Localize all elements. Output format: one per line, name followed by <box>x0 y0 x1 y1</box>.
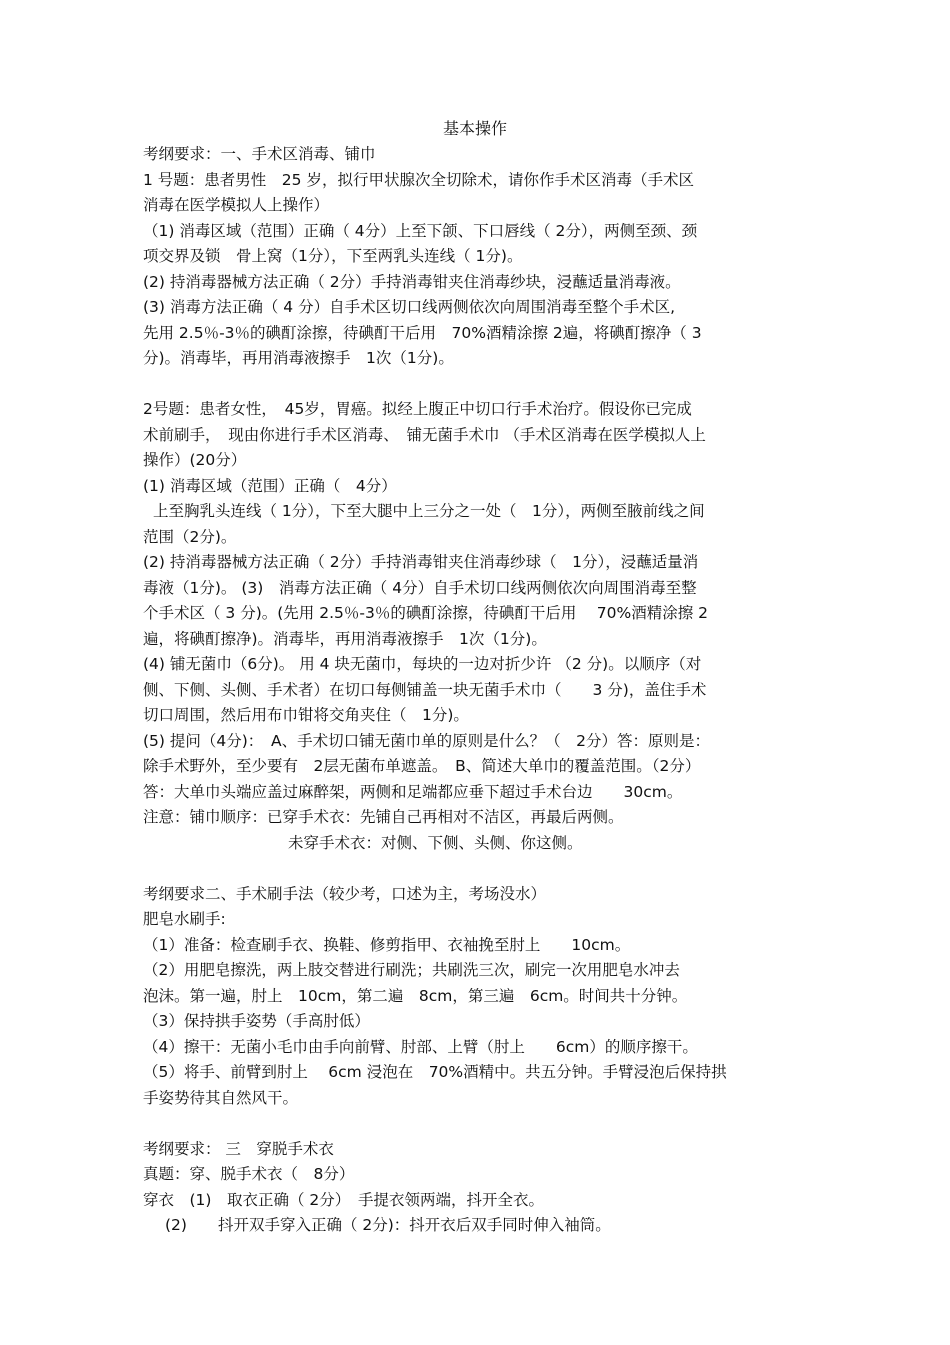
text-line: 穿衣 (1) 取衣正确（ 2分） 手提衣领两端，抖开全衣。 <box>143 1190 544 1209</box>
text-line: （2）用肥皂擦洗，两上肢交替进行刷洗；共刷洗三次，刷完一次用肥皂水冲去 <box>143 961 680 979</box>
text-line: 考纲要求二、手术刷手法（较少考，口述为主，考场没水） <box>143 884 547 903</box>
text-line: 考纲要求：一、手术区消毒、铺巾 <box>143 145 376 163</box>
text-line: 先用 2.5％-3％的碘酊涂擦，待碘酊干后用 70%酒精涂擦 2遍，将碘酊擦净（ 3 <box>143 323 702 342</box>
text-line: 毒液（1分)。 (3) 消毒方法正确（ 4分）自手术切口线两侧依次向周围消毒至整 <box>143 578 697 597</box>
text-line: 手姿势待其自然风干。 <box>143 1088 299 1107</box>
text-line: 考纲要求： 三 穿脱手术衣 <box>143 1139 334 1158</box>
blank-line <box>143 856 813 882</box>
text-line: （5）将手、前臂到肘上 6cm 浸泡在 70%酒精中。共五分钟。手臂浸泡后保持拱 <box>143 1063 727 1081</box>
text-line: 分)。消毒毕，再用消毒液擦手 1次（1分)。 <box>143 349 454 367</box>
text-line: 答：大单巾头端应盖过麻醉架，两侧和足端都应垂下超过手术台边 30cm。 <box>143 782 683 801</box>
text-line: (2) 抖开双手穿入正确（ 2分)：抖开衣后双手同时伸入袖筒。 <box>165 1216 611 1234</box>
text-line: 未穿手术衣：对侧、下侧、头侧、你这侧。 <box>288 833 583 852</box>
text-line: 1 号题：患者男性 25 岁，拟行甲状腺次全切除术，请你作手术区消毒（手术区 <box>143 170 694 189</box>
text-line: 除手术野外，至少要有 2层无菌布单遮盖。 B、简述大单巾的覆盖范围。（2分） <box>143 757 701 775</box>
text-line: （3）保持拱手姿势（手高肘低） <box>143 1012 370 1030</box>
blank-line <box>143 1111 813 1137</box>
text-line: 范围（2分)。 <box>143 527 237 546</box>
text-line: 肥皂水刷手: <box>143 910 226 928</box>
text-line: 术前刷手， 现由你进行手术区消毒、 铺无菌手术巾 （手术区消毒在医学模拟人上 <box>143 425 706 444</box>
text-line: 项交界及锁 骨上窝（1分），下至两乳头连线（ 1分)。 <box>143 247 523 265</box>
text-line: 泡沫。第一遍，肘上 10cm，第二遍 8cm，第三遍 6cm。时间共十分钟。 <box>143 986 688 1005</box>
text-line: 注意：铺巾顺序：已穿手术衣：先铺自己再相对不洁区，再最后两侧。 <box>143 808 624 826</box>
text-line: （1）准备：检查刷手衣、换鞋、修剪指甲、衣袖挽至肘上 10cm。 <box>143 935 631 954</box>
text-line: 遍，将碘酊擦净)。消毒毕，再用消毒液擦手 1次（1分)。 <box>143 629 547 648</box>
text-line: （1) 消毒区域（范围）正确（ 4分）上至下颌、下口唇线（ 2分），两侧至颈、颈 <box>143 221 698 240</box>
document-body <box>143 142 813 1239</box>
text-line: (3) 消毒方法正确（ 4 分）自手术区切口线两侧依次向周围消毒至整个手术区, <box>143 298 676 316</box>
text-line: (2) 持消毒器械方法正确（ 2分）手持消毒钳夹住消毒纱块，浸蘸适量消毒液。 <box>143 272 681 291</box>
text-line: 2号题：患者女性， 45岁，胃癌。拟经上腹正中切口行手术治疗。假设你已完成 <box>143 400 692 418</box>
text-line: (5) 提问（4分)： A、手术切口铺无菌巾单的原则是什么？（ 2分）答：原则是： <box>143 731 711 750</box>
text-line: (4) 铺无菌巾（6分)。 用 4 块无菌巾，每块的一边对折少许 （2 分)。以顺序（对 <box>143 655 702 673</box>
text-line: 消毒在医学模拟人上操作） <box>143 196 330 214</box>
page-title: 基本操作 <box>442 119 507 138</box>
text-line: 侧、下侧、头侧、手术者）在切口每侧铺盖一块无菌手术巾（ 3 分)，盖住手术 <box>143 680 707 699</box>
text-line: 切口周围，然后用布巾钳将交角夹住（ 1分)。 <box>143 706 469 724</box>
text-line: 真题：穿、脱手术衣（ 8分） <box>143 1165 355 1183</box>
text-line: (1) 消毒区域（范围）正确（ 4分） <box>143 476 397 495</box>
text-line: 上至胸乳头连线（ 1分），下至大腿中上三分之一处（ 1分），两侧至腋前线之间 <box>153 502 705 520</box>
blank-line <box>143 372 813 398</box>
text-line: (2) 持消毒器械方法正确（ 2分）手持消毒钳夹住消毒纱球（ 1分），浸蘸适量消 <box>143 553 699 571</box>
text-line: （4）擦干：无菌小毛巾由手向前臂、肘部、上臂（肘上 6cm）的顺序擦干。 <box>143 1037 698 1056</box>
text-line: 操作）(20分） <box>143 451 247 469</box>
text-line: 个手术区（ 3 分)。(先用 2.5％-3％的碘酊涂擦，待碘酊干后用 70%酒精涂擦 2 <box>143 604 709 622</box>
